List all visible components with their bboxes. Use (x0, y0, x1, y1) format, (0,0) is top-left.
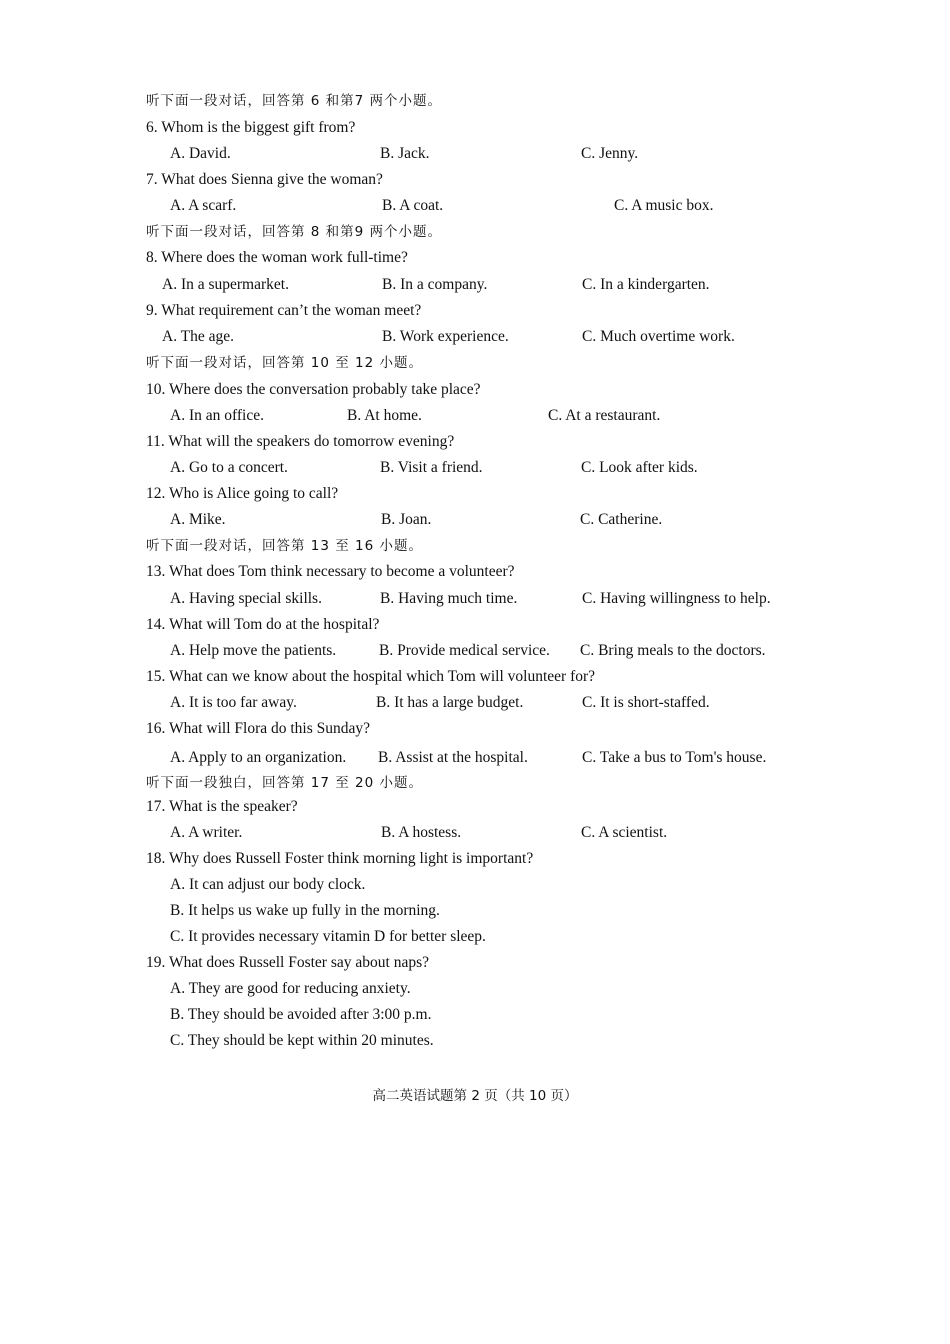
option: A. Having special skills. (170, 590, 322, 607)
option: A. David. (170, 145, 231, 162)
option: A. A writer. (170, 824, 243, 841)
question-13: 13. What does Tom think necessary to become a volunteer? (146, 563, 515, 580)
question-12: 12. Who is Alice going to call? (146, 485, 339, 502)
option: C. Take a bus to Tom's house. (582, 749, 767, 766)
option: C. A scientist. (581, 824, 668, 841)
question-16: 16. What will Flora do this Sunday? (146, 720, 371, 737)
option: A. The age. (162, 328, 235, 345)
option: C. It is short-staffed. (582, 694, 710, 711)
question-7: 7. What does Sienna give the woman? (146, 171, 383, 188)
option: B. A hostess. (381, 824, 462, 841)
section-instruction: 听下面一段对话，回答第 6 和第7 两个小题。 (146, 93, 443, 109)
question-10: 10. Where does the conversation probably take place? (146, 381, 481, 398)
question-15: 15. What can we know about the hospital which Tom will volunteer for? (146, 668, 596, 685)
option: B. In a company. (382, 276, 488, 293)
option: B. Having much time. (380, 590, 518, 607)
option: B. Assist at the hospital. (378, 749, 528, 766)
section-instruction: 听下面一段独白，回答第 17 至 20 小题。 (146, 775, 424, 791)
question-9: 9. What requirement can’t the woman meet? (146, 302, 422, 319)
option: C. Much overtime work. (582, 328, 735, 345)
option: C. It provides necessary vitamin D for better sleep. (170, 928, 486, 945)
option: A. Help move the patients. (170, 642, 337, 659)
option: B. At home. (347, 407, 422, 424)
question-6: 6. Whom is the biggest gift from? (146, 119, 356, 136)
option: A. It can adjust our body clock. (170, 876, 366, 893)
section-instruction: 听下面一段对话，回答第 13 至 16 小题。 (146, 538, 424, 554)
section-instruction: 听下面一段对话，回答第 10 至 12 小题。 (146, 355, 424, 371)
option: C. In a kindergarten. (582, 276, 710, 293)
question-18: 18. Why does Russell Foster think morning light is important? (146, 850, 534, 867)
option: A. It is too far away. (170, 694, 297, 711)
option: C. Jenny. (581, 145, 639, 162)
option: B. Visit a friend. (380, 459, 483, 476)
option: C. Bring meals to the doctors. (580, 642, 766, 659)
question-8: 8. Where does the woman work full-time? (146, 249, 408, 266)
option: C. At a restaurant. (548, 407, 661, 424)
option: A. They are good for reducing anxiety. (170, 980, 411, 997)
option: C. A music box. (614, 197, 714, 214)
option: B. Joan. (381, 511, 432, 528)
option: A. In an office. (170, 407, 264, 424)
option: A. Go to a concert. (170, 459, 288, 476)
option: B. Jack. (380, 145, 430, 162)
option: C. Look after kids. (581, 459, 698, 476)
option: B. It helps us wake up fully in the morning. (170, 902, 440, 919)
option: C. They should be kept within 20 minutes. (170, 1032, 434, 1049)
question-11: 11. What will the speakers do tomorrow evening? (146, 433, 455, 450)
option: B. A coat. (382, 197, 444, 214)
question-19: 19. What does Russell Foster say about naps? (146, 954, 429, 971)
option: A. A scarf. (170, 197, 237, 214)
option: B. They should be avoided after 3:00 p.m. (170, 1006, 432, 1023)
option: C. Having willingness to help. (582, 590, 771, 607)
option: C. Catherine. (580, 511, 663, 528)
question-17: 17. What is the speaker? (146, 798, 298, 815)
option: B. Provide medical service. (379, 642, 550, 659)
page-footer: 高二英语试题第 2 页（共 10 页） (372, 1088, 578, 1104)
option: A. Mike. (170, 511, 226, 528)
option: A. Apply to an organization. (170, 749, 347, 766)
question-14: 14. What will Tom do at the hospital? (146, 616, 380, 633)
option: A. In a supermarket. (162, 276, 289, 293)
option: B. Work experience. (382, 328, 509, 345)
option: B. It has a large budget. (376, 694, 524, 711)
section-instruction: 听下面一段对话，回答第 8 和第9 两个小题。 (146, 224, 443, 240)
